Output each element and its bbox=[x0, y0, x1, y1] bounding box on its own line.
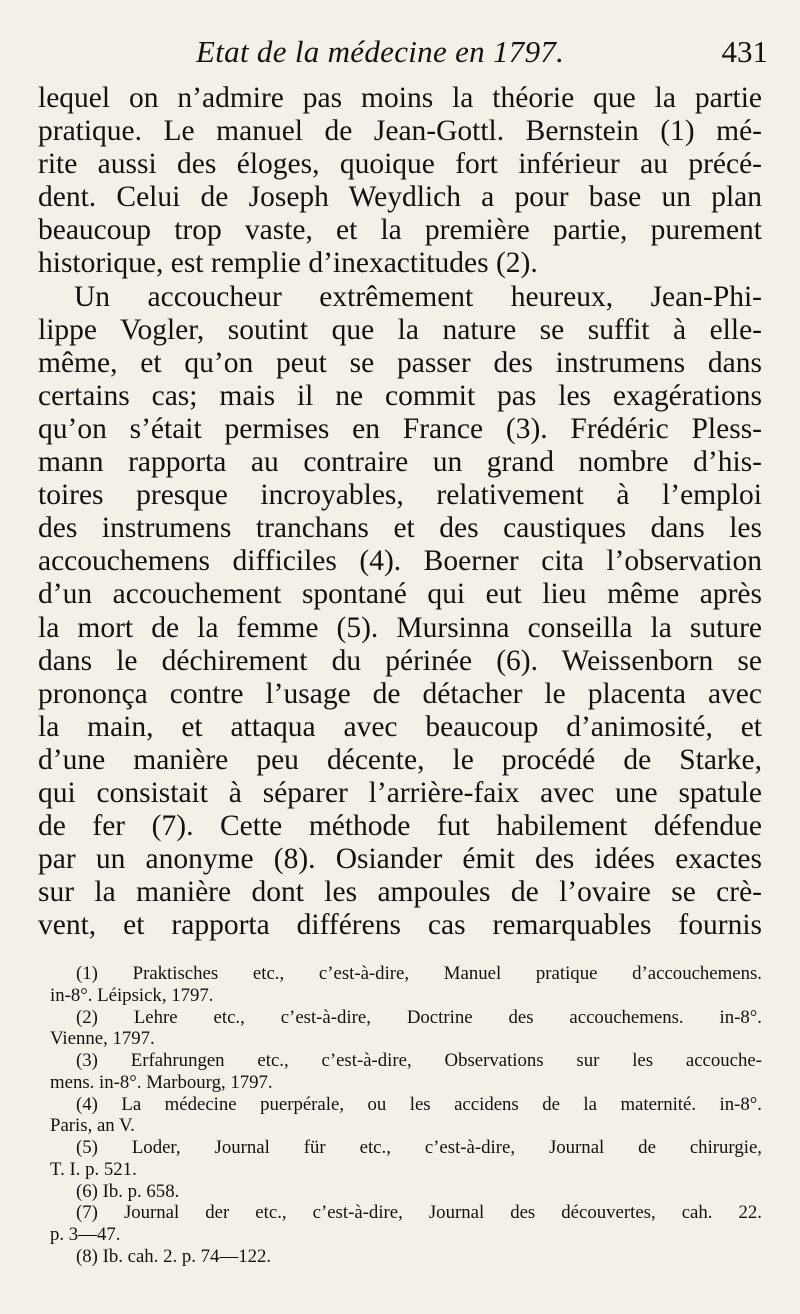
text-line: beaucoup trop vaste, et la première partie, purement bbox=[38, 214, 762, 247]
running-head bbox=[0, 30, 800, 74]
text-line: dans le déchirement du périnée (6). Weissenborn se bbox=[38, 644, 762, 677]
text-line: qu’on s’était permises en France (3). Frédéric Pless- bbox=[38, 412, 762, 445]
text-line: de fer (7). Cette méthode fut habilement défendue bbox=[38, 810, 762, 843]
footnote-line: (2) Lehre etc., c’est-à-dire, Doctrine des accouchemens. in-8°. bbox=[76, 1006, 762, 1028]
text-line: par un anonyme (8). Osiander émit des idées exactes bbox=[38, 843, 762, 876]
footnote-line: mens. in-8°. Marbourg, 1797. bbox=[50, 1071, 273, 1093]
text-line: pratique. Le manuel de Jean-Gottl. Bernstein (1) mé- bbox=[38, 115, 762, 148]
text-line: lippe Vogler, soutint que la nature se suffit à elle- bbox=[38, 313, 762, 346]
text-line: d’un accouchement spontané qui eut lieu même après bbox=[38, 578, 762, 611]
footnote-line: in-8°. Léipsick, 1797. bbox=[50, 984, 214, 1006]
text-line: vent, et rapporta différens cas remarquables fournis bbox=[38, 909, 762, 942]
footnote-line: (4) La médecine puerpérale, ou les accidens de la maternité. in-8°. bbox=[76, 1093, 762, 1115]
text-line: prononça contre l’usage de détacher le placenta avec bbox=[38, 677, 762, 710]
text-line: historique, est remplie d’inexactitudes (2). bbox=[38, 247, 538, 280]
footnote-line: T. I. p. 521. bbox=[50, 1158, 137, 1180]
text-line: des instrumens tranchans et des caustiques dans les bbox=[38, 512, 762, 545]
footnote-line: (8) Ib. cah. 2. p. 74—122. bbox=[76, 1245, 272, 1267]
text-line: sur la manière dont les ampoules de l’ovaire se crè- bbox=[38, 876, 762, 909]
footnote-line: (7) Journal der etc., c’est-à-dire, Journal des découvertes, cah. 22. bbox=[76, 1202, 762, 1224]
text-line: certains cas; mais il ne commit pas les exagérations bbox=[38, 379, 762, 412]
text-line: mann rapporta au contraire un grand nombre d’his- bbox=[38, 446, 762, 479]
footnote-line: Vienne, 1797. bbox=[50, 1028, 155, 1050]
text-line: accouchemens difficiles (4). Boerner cita l’observation bbox=[38, 545, 762, 578]
footnote-line: (3) Erfahrungen etc., c’est-à-dire, Observations sur les accouche- bbox=[76, 1050, 762, 1071]
footnote-line: (6) Ib. p. 658. bbox=[76, 1180, 180, 1202]
text-line: la mort de la femme (5). Mursinna conseilla la suture bbox=[38, 611, 762, 644]
text-line: la main, et attaqua avec beaucoup d’animosité, et bbox=[38, 710, 762, 743]
text-line: dent. Celui de Joseph Weydlich a pour base un plan bbox=[38, 181, 762, 214]
text-line: toires presque incroyables, relativement à l’emploi bbox=[38, 479, 762, 512]
footnote-line: p. 3—47. bbox=[50, 1224, 121, 1245]
footnote-line: Paris, an V. bbox=[50, 1115, 135, 1137]
text-line: rite aussi des éloges, quoique fort inférieur au précé- bbox=[38, 148, 762, 181]
text-line: même, et qu’on peut se passer des instrumens dans bbox=[38, 346, 762, 379]
text-line: d’une manière peu décente, le procédé de Starke, bbox=[38, 743, 762, 776]
footnote-line: (5) Loder, Journal für etc., c’est-à-dire, Journal de chirurgie, bbox=[76, 1137, 762, 1158]
footnote-line: (1) Praktisches etc., c’est-à-dire, Manuel pratique d’accouchemens. bbox=[76, 963, 762, 984]
text-line: Un accoucheur extrêmement heureux, Jean-Phi- bbox=[74, 280, 762, 313]
page-number: 431 bbox=[721, 34, 768, 69]
footnotes bbox=[50, 963, 762, 1268]
text-line: qui consistait à séparer l’arrière-faix avec une spatule bbox=[38, 776, 762, 809]
running-title: Etat de la médecine en 1797. bbox=[196, 34, 565, 69]
text-line: lequel on n’admire pas moins la théorie que la partie bbox=[38, 82, 762, 114]
body-text bbox=[38, 82, 762, 942]
